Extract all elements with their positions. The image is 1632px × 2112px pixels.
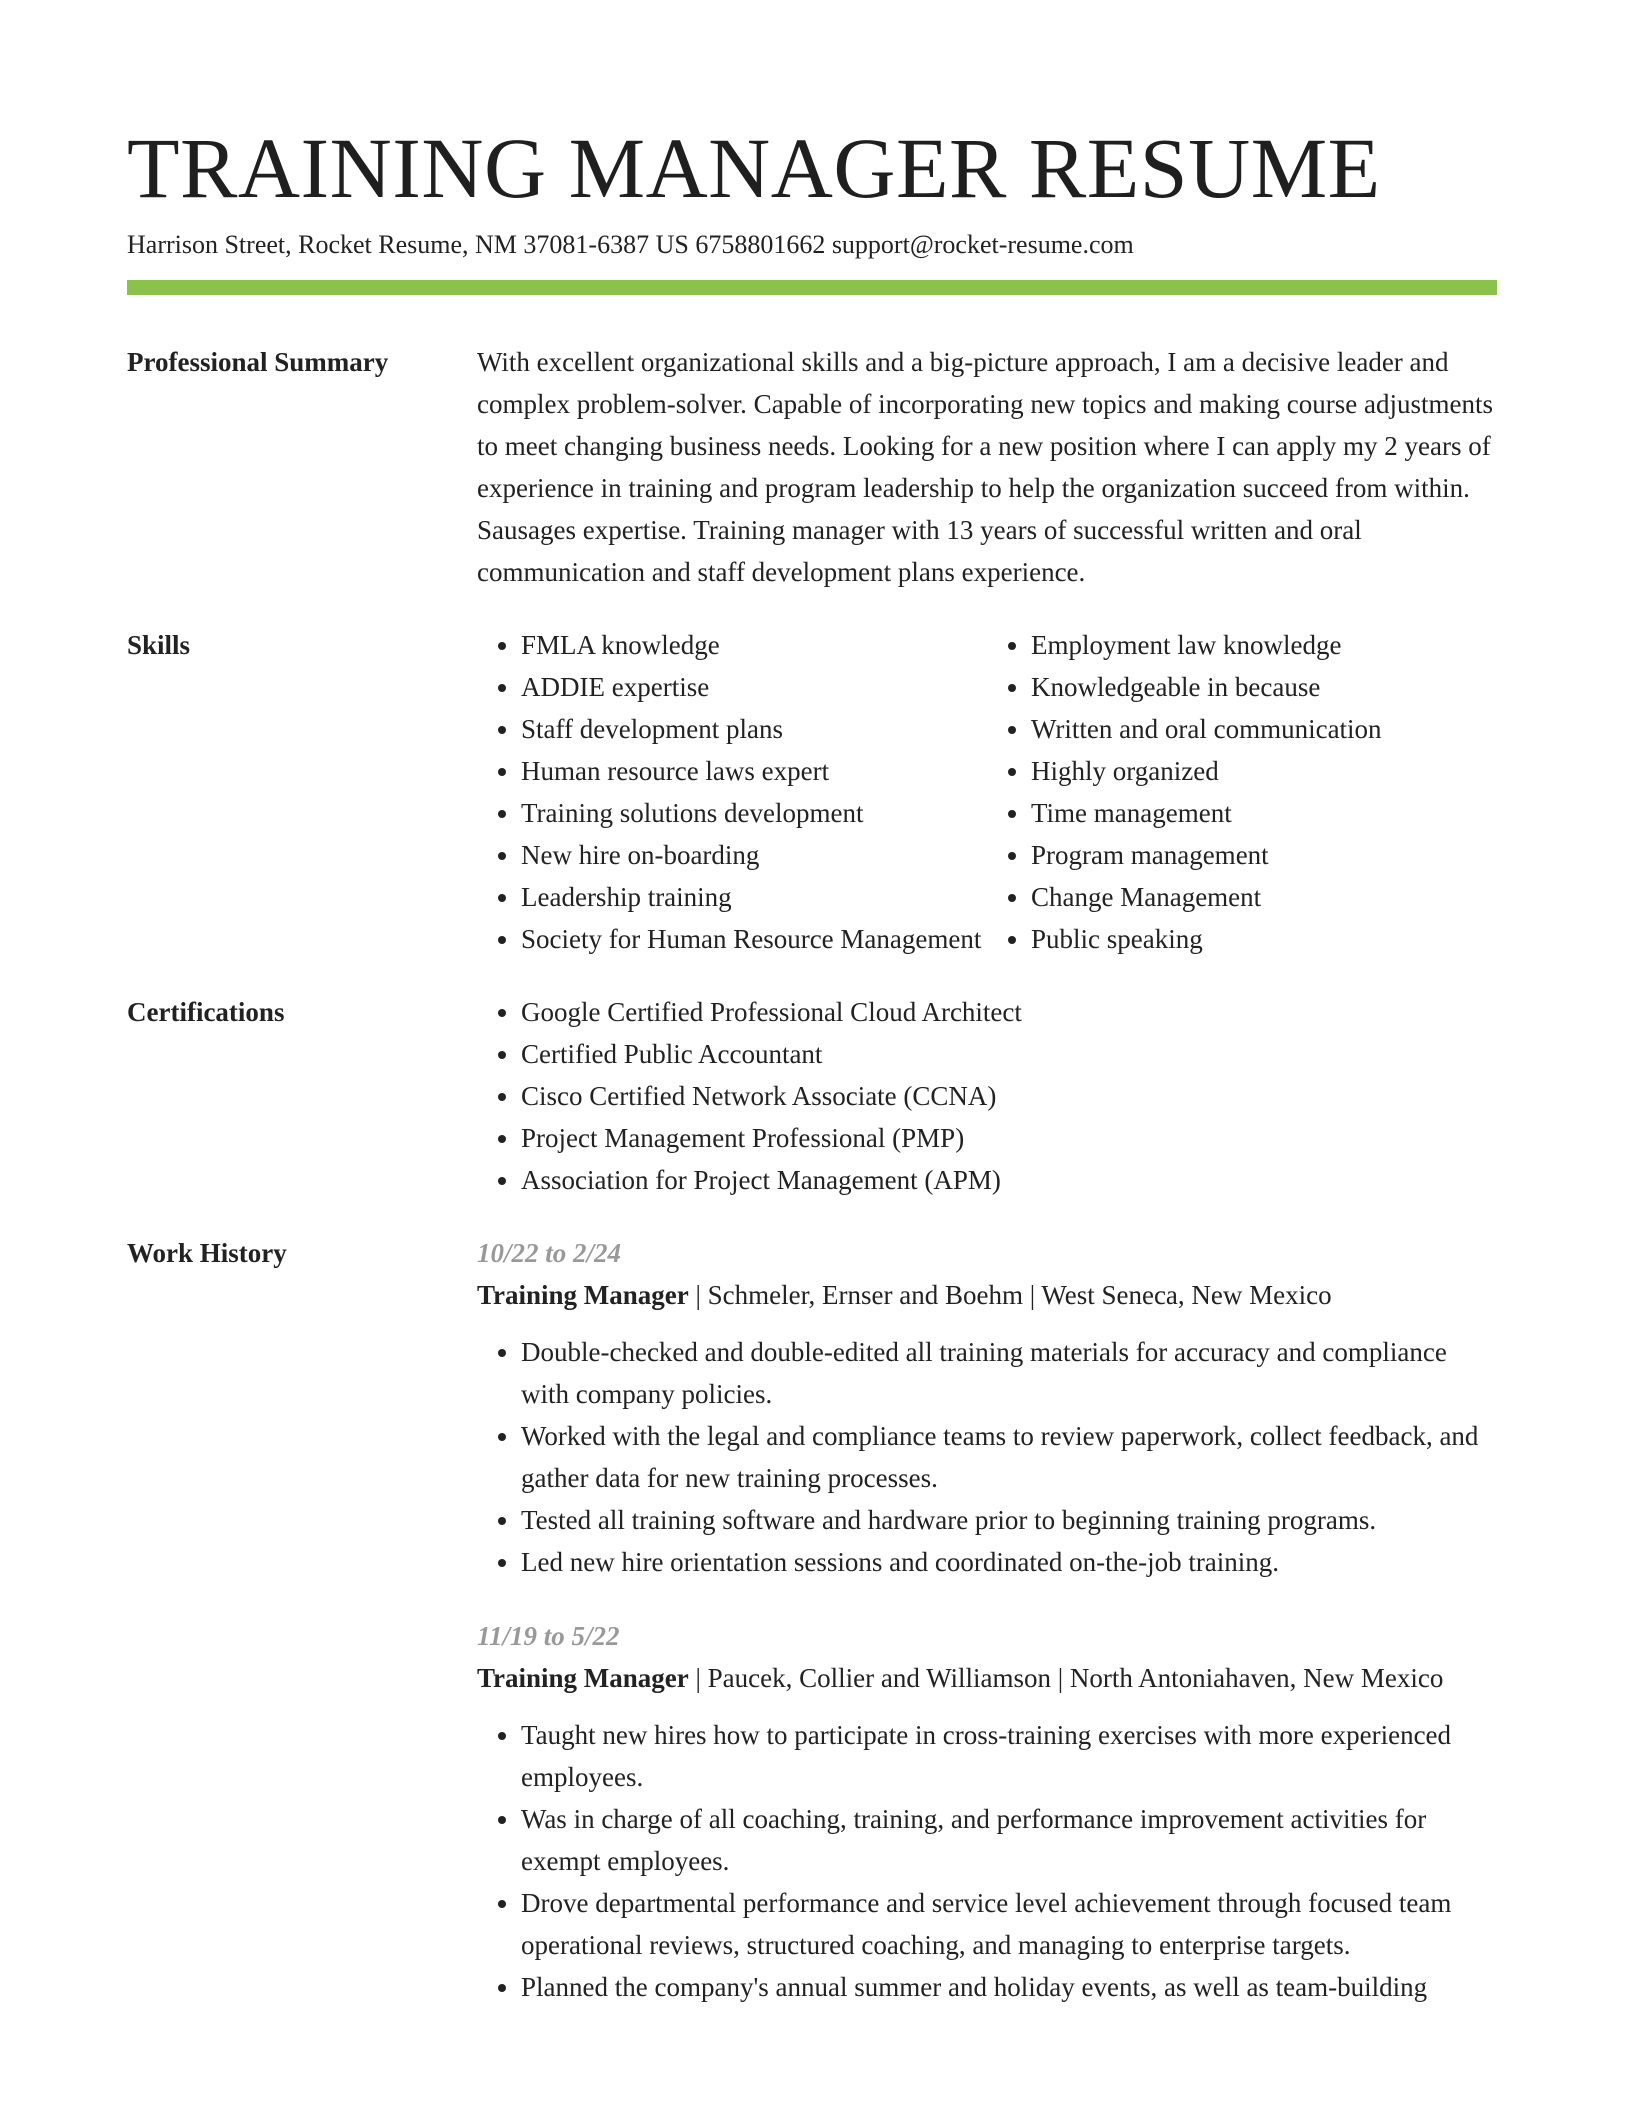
- skills-section: [127, 624, 1497, 960]
- skill-item: • Change Management: [1031, 876, 1497, 918]
- resume-page: [127, 118, 1497, 2008]
- skill-item: • Highly organized: [1031, 750, 1497, 792]
- job-bullet: • Taught new hires how to participate in cross-training exercises with more experienced employees.: [521, 1714, 1497, 1798]
- summary-heading: Professional Summary: [127, 347, 389, 377]
- summary-text: With excellent organizational skills and a big-picture approach, I am a decisive leader and complex problem-solver. Capable of incorporating new topics and making course adjustments to meet changing business needs. Looking for a new position where I can apply my 2 years of experience in training and program leadership to help the organization succeed from within. Sausages expertise. Training manager with 13 years of successful written and oral communication and staff development plans experience.: [477, 347, 1493, 587]
- skill-item: • Employment law knowledge: [1031, 624, 1497, 666]
- certifications-heading: Certifications: [127, 997, 285, 1027]
- work-history-section: [127, 1232, 1497, 2008]
- skill-item: • ADDIE expertise: [521, 666, 987, 708]
- skill-item: • Society for Human Resource Management: [521, 918, 987, 960]
- job-title: Training Manager: [477, 1663, 689, 1693]
- job-bullet: • Was in charge of all coaching, training, and performance improvement activities for exempt employees.: [521, 1798, 1497, 1882]
- accent-divider: [127, 280, 1497, 295]
- skill-item: • Human resource laws expert: [521, 750, 987, 792]
- skill-item: • Written and oral communication: [1031, 708, 1497, 750]
- job-bullet: • Tested all training software and hardware prior to beginning training programs.: [521, 1499, 1497, 1541]
- certification-item: • Association for Project Management (APM): [521, 1159, 1497, 1201]
- work-history-heading: Work History: [127, 1238, 287, 1268]
- job-bullet: • Worked with the legal and compliance teams to review paperwork, collect feedback, and gather data for new training processes.: [521, 1415, 1497, 1499]
- skill-item: • Public speaking: [1031, 918, 1497, 960]
- job-dates: 10/22 to 2/24: [477, 1238, 622, 1268]
- skill-item: • New hire on-boarding: [521, 834, 987, 876]
- skill-item: • Knowledgeable in because: [1031, 666, 1497, 708]
- skill-item: • Staff development plans: [521, 708, 987, 750]
- certification-item: • Cisco Certified Network Associate (CCNA): [521, 1075, 1497, 1117]
- job-bullet: • Double-checked and double-edited all training materials for accuracy and compliance with company policies.: [521, 1331, 1497, 1415]
- job-bullets: [477, 1714, 1497, 2008]
- job-title: Training Manager: [477, 1280, 689, 1310]
- skills-list-right: [987, 624, 1497, 960]
- job-dates: 11/19 to 5/22: [477, 1621, 620, 1651]
- resume-title: TRAINING MANAGER RESUME: [127, 120, 1381, 216]
- job-bullet: • Planned the company's annual summer and holiday events, as well as team-building: [521, 1966, 1497, 2008]
- certification-item: • Project Management Professional (PMP): [521, 1117, 1497, 1159]
- job-bullet: • Led new hire orientation sessions and coordinated on-the-job training.: [521, 1541, 1497, 1583]
- skills-heading: Skills: [127, 630, 191, 660]
- job-details: | Schmeler, Ernser and Boehm | West Seneca, New Mexico: [688, 1280, 1332, 1310]
- certification-item: • Certified Public Accountant: [521, 1033, 1497, 1075]
- job-entry: [477, 1615, 1497, 2008]
- skills-list-left: [477, 624, 987, 960]
- skill-item: • Training solutions development: [521, 792, 987, 834]
- job-details: | Paucek, Collier and Williamson | North Antoniahaven, New Mexico: [688, 1663, 1444, 1693]
- job-bullets: [477, 1331, 1497, 1583]
- job-bullet: • Drove departmental performance and service level achievement through focused team operational reviews, structured coaching, and managing to enterprise targets.: [521, 1882, 1497, 1966]
- certification-item: • Google Certified Professional Cloud Architect: [521, 991, 1497, 1033]
- skill-item: • Program management: [1031, 834, 1497, 876]
- job-header: [477, 1274, 1497, 1316]
- skill-item: • Leadership training: [521, 876, 987, 918]
- certifications-list: [477, 991, 1497, 1201]
- job-entry: [477, 1232, 1497, 1583]
- job-header: [477, 1657, 1497, 1699]
- skill-item: • FMLA knowledge: [521, 624, 987, 666]
- certifications-section: [127, 991, 1497, 1201]
- summary-section: [127, 341, 1497, 593]
- contact-line: Harrison Street, Rocket Resume, NM 37081-6387 US 6758801662 support@rocket-resume.com: [127, 230, 1134, 259]
- skill-item: • Time management: [1031, 792, 1497, 834]
